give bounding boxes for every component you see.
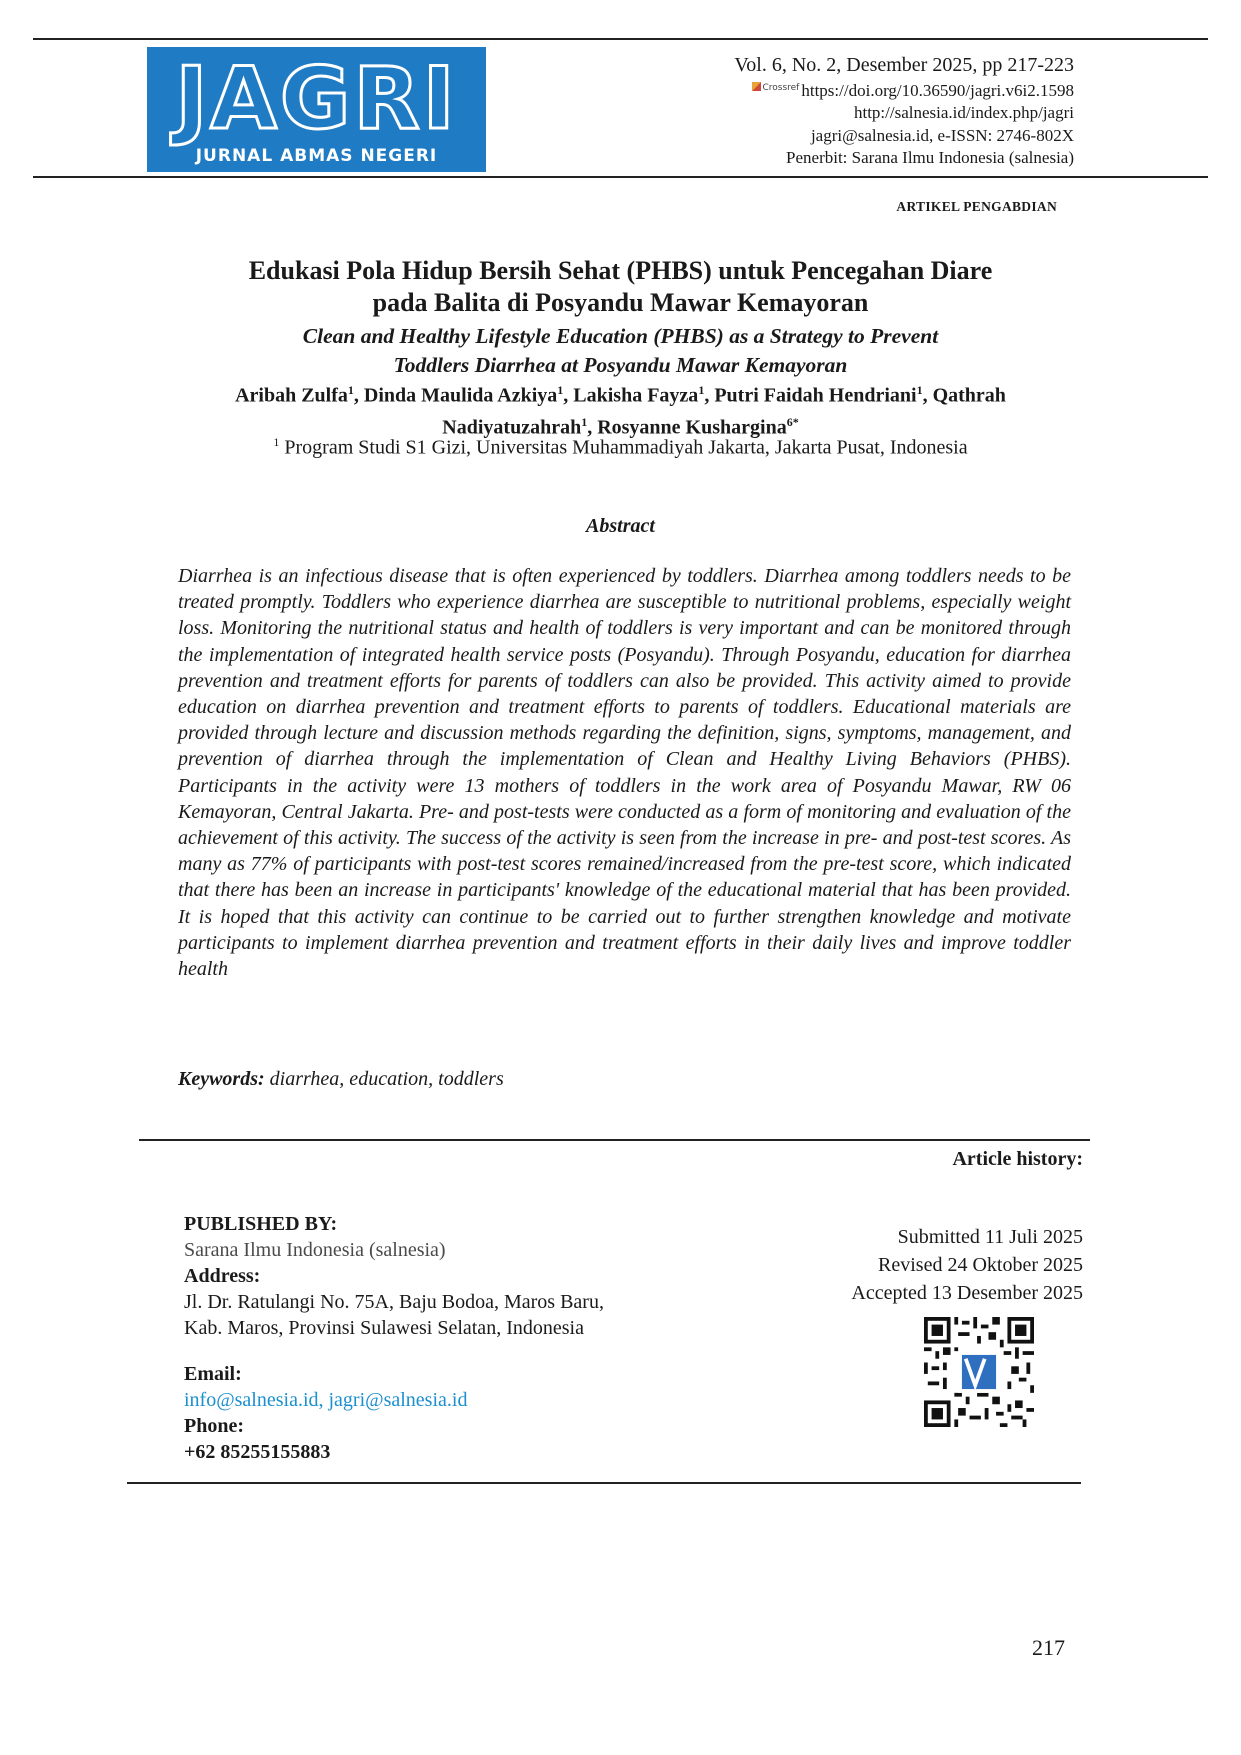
submitted-date: Submitted 11 Juli 2025 (897, 1226, 1083, 1248)
logo-main-text: JAGRI (175, 49, 458, 149)
author-sup: 1 (581, 414, 588, 429)
abstract-heading: Abstract (586, 515, 655, 537)
header-bottom-rule (33, 176, 1208, 178)
subtitle-line-2: Toddlers Diarrhea at Posyandu Mawar Kemayoran (393, 353, 848, 377)
keywords-text: diarrhea, education, toddlers (269, 1068, 504, 1090)
abstract-text: Diarrhea is an infectious disease that is often experienced by toddlers. Diarrhea among toddlers needs to be treated promptly. Toddlers who experience diarrhea are susceptible to nutritional problems, especially weight loss. Monitoring the nutritional status and health of toddlers is very important and can be monitored through the implementation of integrated health service posts (Posyandu). Through Posyandu, education for diarrhea prevention and treatment efforts for parents of toddlers can also be provided. This activity aimed to provide education on diarrhea prevention and treatment efforts to parents of toddlers. Educational materials are provided through lecture and discussion methods regarding the definition, signs, symptoms, management, and prevention of diarrhea through the implementation of Clean and Healthy Living Behaviors (PHBS). Participants in the activity were 13 mothers of toddlers in the work area of Posyandu Mawar, RW 06 Kemayoran, Central Jakarta. Pre- and post-tests were conducted as a form of monitoring and evaluation of the achievement of this activity. The success of the activity is seen from the increase in pre- and post-test scores. As many as 77% of participants with post-test scores remained/increased from the pre-test score, which indicated that there has been an increase in participants' knowledge of the educational material that has been provided. It is hoped that this activity can continue to be carried out to further strengthen knowledge and motivate participants to implement diarrhea prevention and treatment efforts in their daily lives and improve toddler health (178, 565, 1071, 981)
journal-url[interactable]: http://salnesia.id/index.php/jagri (853, 103, 1074, 123)
publisher-block (184, 1211, 604, 1465)
author-sup: 1 (347, 383, 354, 397)
author-sup: 1 (557, 383, 564, 397)
history-bottom-rule (127, 1482, 1081, 1484)
author-sup: 6* (786, 414, 799, 429)
author-name: Lakisha Fayza (573, 384, 699, 407)
journal-logo (147, 47, 486, 172)
section-label: ARTIKEL PENGABDIAN (896, 199, 1057, 214)
address-label: Address: (184, 1265, 261, 1287)
email-link[interactable]: info@salnesia.id, jagri@salnesia.id (184, 1389, 468, 1411)
article-subtitle (0, 322, 1241, 380)
title-line-2: pada Balita di Posyandu Mawar Kemayoran (372, 288, 869, 317)
publisher-name: Sarana Ilmu Indonesia (salnesia) (184, 1239, 446, 1261)
journal-meta (734, 53, 1074, 169)
published-by-heading: PUBLISHED BY: (184, 1213, 338, 1235)
accepted-date: Accepted 13 Desember 2025 (851, 1282, 1083, 1304)
phone-label: Phone: (184, 1415, 244, 1437)
page-number: 217 (1032, 1635, 1065, 1660)
author-line-1: Aribah Zulfa$^1$, Dinda Maulida Azkiya$^1$, Lakisha Fayza$^1$, Putri Faidah Hendriani$^1$, Qathrah Nadiyatuzahrah$^1$, Rosyanne Kushargina$^{6*}$ (235, 383, 1006, 439)
author-name: Putri Faidah Hendriani (714, 384, 917, 407)
doi-link[interactable]: https://doi.org/10.36590/jagri.v6i2.1598 (801, 81, 1074, 100)
author-name: Aribah Zulfa (235, 384, 348, 407)
spacer (184, 1341, 604, 1361)
article-title (0, 255, 1241, 319)
journal-email-issn: jagri@salnesia.id, e-ISSN: 2746-802X (810, 125, 1074, 145)
phone-number: +62 85255155883 (184, 1441, 331, 1463)
crossref-badge: Crossref (752, 77, 799, 99)
article-history-heading: Article history: (952, 1148, 1083, 1170)
subtitle-line-1: Clean and Healthy Lifestyle Education (PHBS) as a Strategy to Prevent (302, 324, 939, 348)
author-name: Dinda Maulida Azkiya (363, 384, 558, 407)
address-line-2: Kab. Maros, Provinsi Sulawesi Selatan, Indonesia (184, 1317, 584, 1339)
address-line-1: Jl. Dr. Ratulangi No. 75A, Baju Bodoa, Maros Baru, (184, 1291, 604, 1313)
author-sup: 1 (916, 383, 923, 397)
author-name: Rosyanne Kushargina (597, 416, 787, 439)
crossref-icon (752, 82, 761, 91)
affiliation-sup: 1 (273, 435, 280, 449)
history-top-rule (139, 1139, 1090, 1141)
journal-publisher: Penerbit: Sarana Ilmu Indonesia (salnesia) (786, 147, 1074, 167)
volume-info: Vol. 6, No. 2, Desember 2025, pp 217-223 (734, 54, 1074, 76)
revised-date: Revised 24 Oktober 2025 (878, 1254, 1083, 1276)
title-line-1: Edukasi Pola Hidup Bersih Sehat (PHBS) untuk Pencegahan Diare (248, 256, 993, 285)
keywords (178, 1068, 504, 1091)
author-sup: 1 (698, 383, 705, 397)
history-dates (851, 1223, 1083, 1307)
doi-line (734, 77, 1074, 102)
header-top-rule (33, 38, 1208, 40)
keywords-label: Keywords: (178, 1068, 265, 1090)
affiliation (0, 430, 1241, 460)
affiliation-text: Program Studi S1 Gizi, Universitas Muhammadiyah Jakarta, Jakarta Pusat, Indonesia (284, 436, 968, 459)
logo-sub-text: JURNAL ABMAS NEGERI (195, 146, 438, 166)
qr-code[interactable] (924, 1317, 1034, 1427)
author-name: Qathrah Nadiyatuzahrah (442, 384, 1006, 439)
email-label: Email: (184, 1363, 242, 1385)
